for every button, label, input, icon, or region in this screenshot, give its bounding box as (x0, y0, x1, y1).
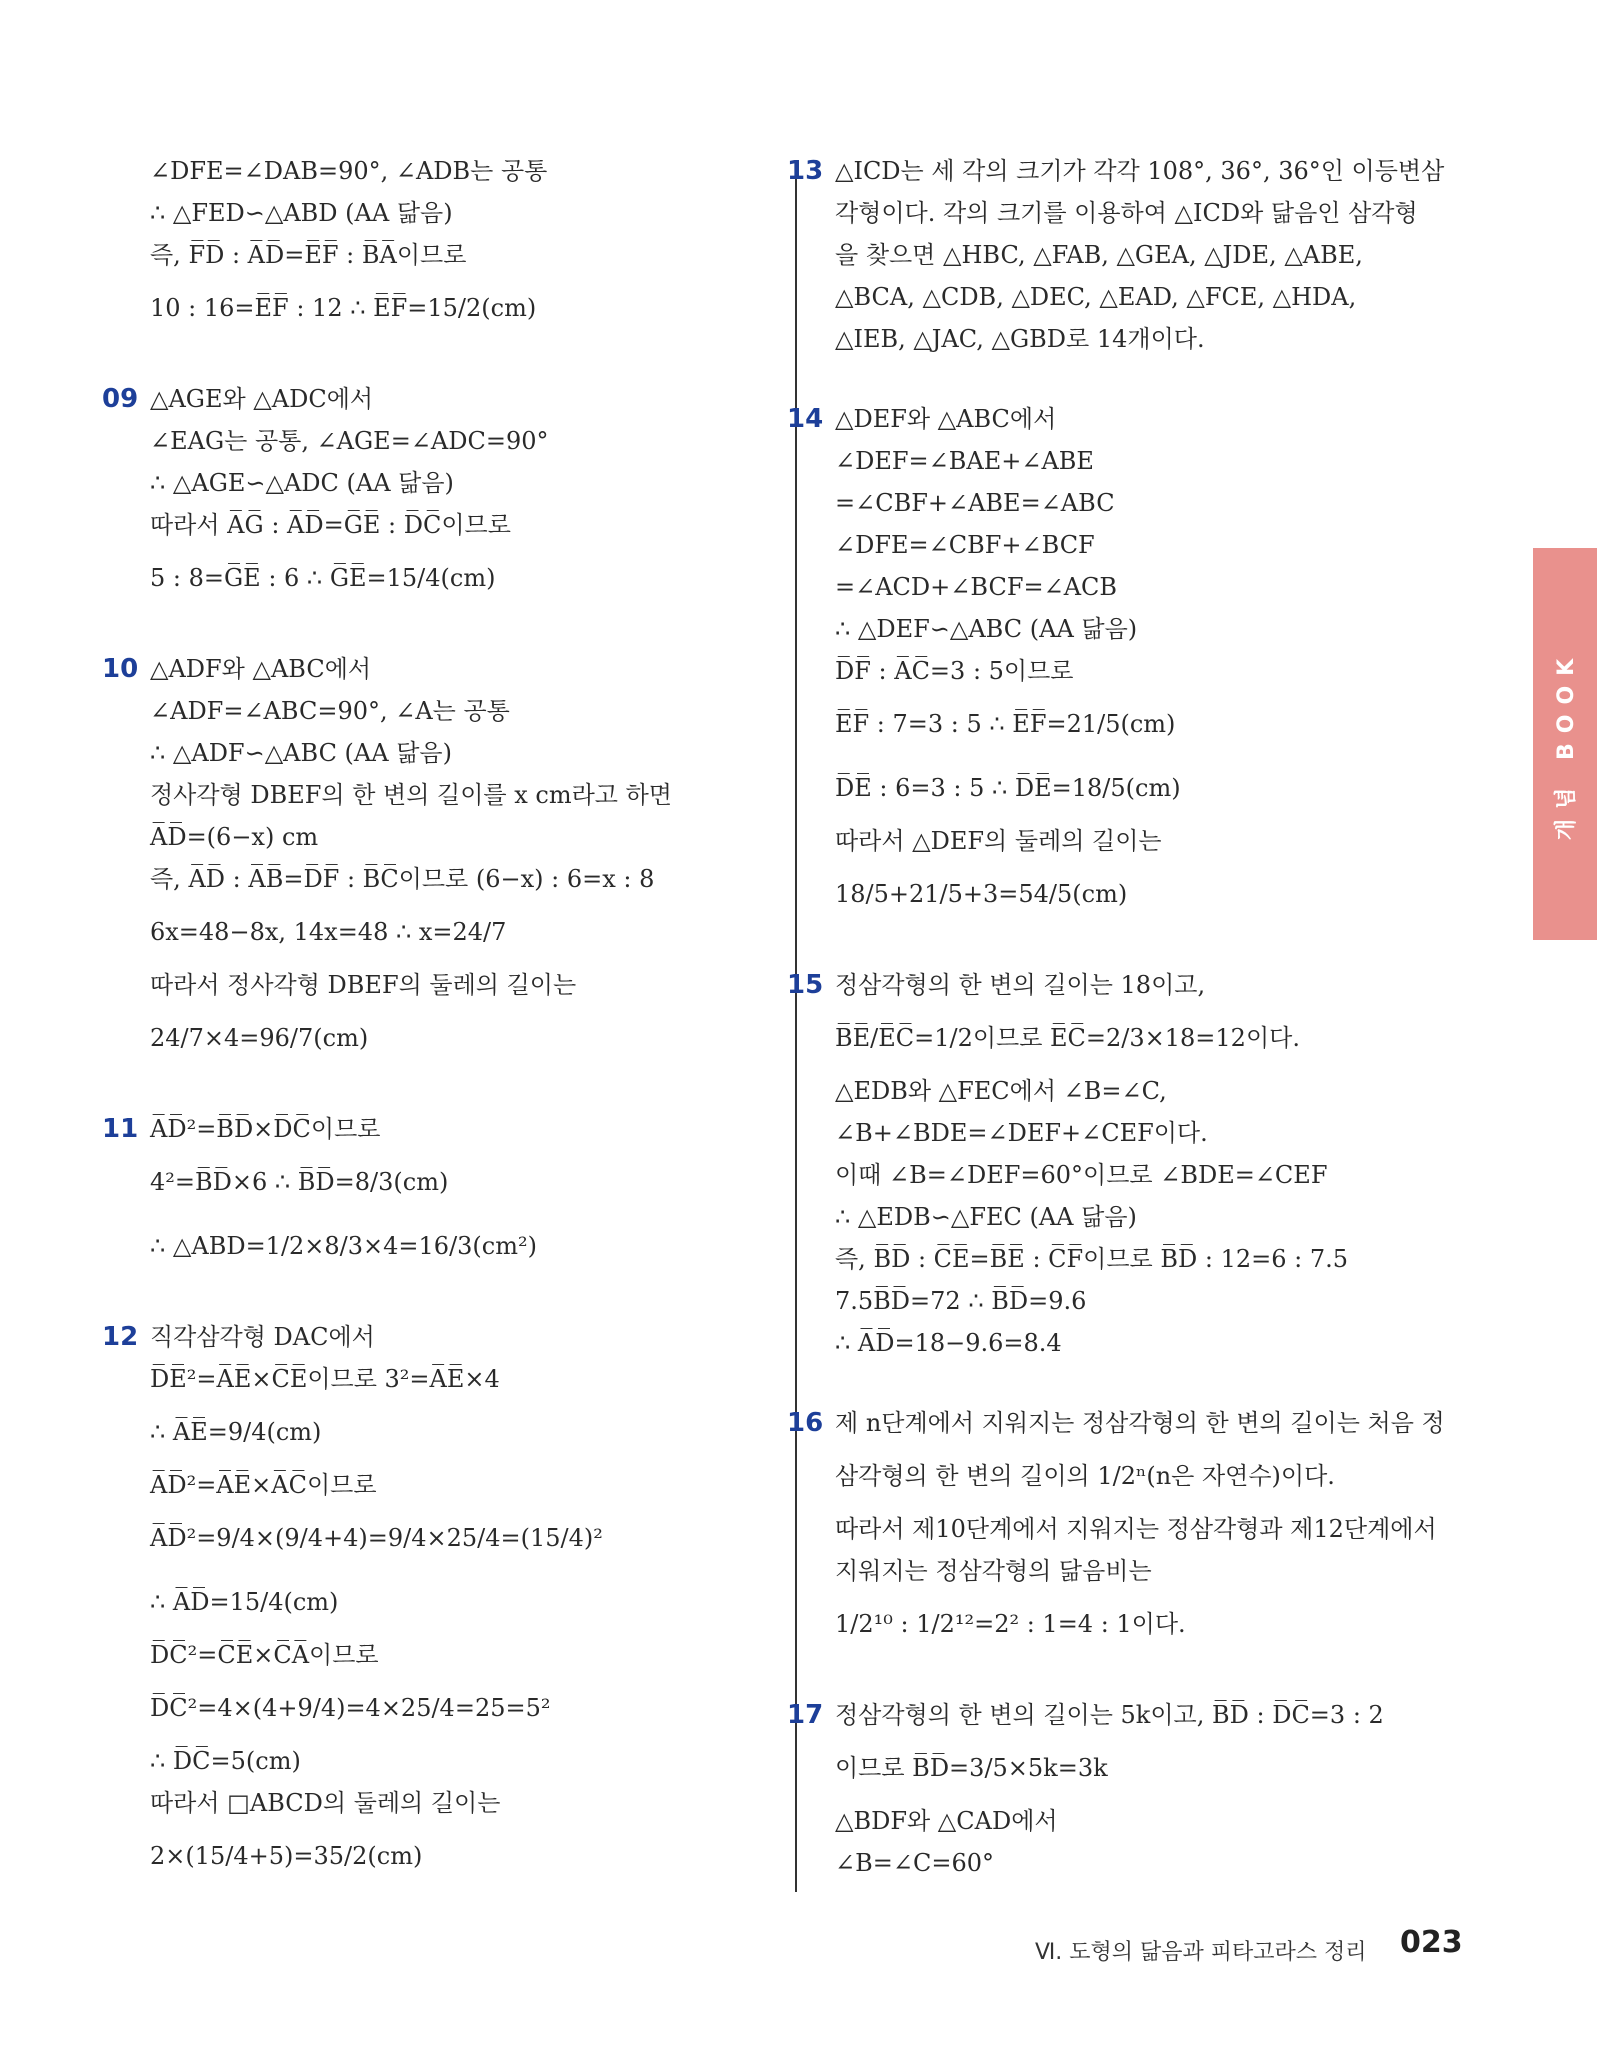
p14-line: ∠DFE=∠CBF+∠BCF (835, 531, 1095, 559)
p16-line: 지워지는 정삼각형의 닮음비는 (835, 1557, 1152, 1585)
problem-10 (102, 648, 790, 1070)
p10-line: △ADF와 △ABC에서 (150, 655, 372, 683)
p14-line: =∠CBF+∠ABE=∠ABC (835, 489, 1115, 517)
problem-number: 11 (102, 1114, 139, 1144)
p10-line: 24/7×4=96/7(cm) (150, 1024, 369, 1052)
p14-line: D̅E̅ : 6=3 : 5 ∴ D̅E̅=18/5(cm) (835, 774, 1181, 802)
problem-11 (102, 1108, 790, 1278)
p12-line: ∴ A̅E̅=9/4(cm) (150, 1418, 322, 1446)
p10-line: 즉, A̅D̅ : A̅B̅=D̅F̅ : B̅C̅이므로 (6−x) : 6=x : 8 (150, 865, 655, 893)
side-tab (1533, 548, 1597, 940)
p12-line: ∴ A̅D̅=15/4(cm) (150, 1588, 339, 1616)
problem-15 (787, 964, 1455, 1364)
p11-line: 4²=B̅D̅×6 ∴ B̅D̅=8/3(cm) (150, 1168, 449, 1196)
footer-chapter: Ⅵ. 도형의 닮음과 피타고라스 정리 (1035, 1940, 1367, 1965)
problem-12 (102, 1316, 790, 1888)
p10-line: ∠ADF=∠ABC=90°, ∠A는 공통 (150, 697, 510, 725)
p11-line: ∴ △ABD=1/2×8/3×4=16/3(cm²) (150, 1232, 537, 1260)
left-column (102, 150, 790, 1888)
p15-line: ∠B+∠BDE=∠DEF+∠CEF이다. (835, 1119, 1208, 1147)
p15-line: ∴ △EDB∽△FEC (AA 닮음) (835, 1203, 1137, 1231)
p09-line: ∴ △AGE∽△ADC (AA 닮음) (150, 469, 454, 497)
p16-line: 삼각형의 한 변의 길이의 1/2ⁿ(n은 자연수)이다. (835, 1462, 1335, 1490)
p17-line: ∠B=∠C=60° (835, 1849, 994, 1877)
p15-line: 7.5B̅D̅=72 ∴ B̅D̅=9.6 (835, 1287, 1087, 1315)
p16-line: 따라서 제10단계에서 지워지는 정삼각형과 제12단계에서 (835, 1515, 1437, 1543)
p08-line: ∠DFE=∠DAB=90°, ∠ADB는 공통 (150, 157, 548, 185)
p14-line: ∴ △DEF∽△ABC (AA 닮음) (835, 615, 1138, 643)
p14-line: 18/5+21/5+3=54/5(cm) (835, 880, 1128, 908)
p12-line: 따라서 □ABCD의 둘레의 길이는 (150, 1789, 501, 1817)
problem-number: 15 (787, 970, 824, 1000)
p14-line: ∠DEF=∠BAE+∠ABE (835, 447, 1094, 475)
p12-line: D̅C̅²=C̅E̅×C̅A̅이므로 (150, 1641, 379, 1669)
p08-line: 즉, F̅D̅ : A̅D̅=E̅F̅ : B̅A̅이므로 (150, 241, 467, 269)
problem-number: 14 (787, 404, 824, 434)
p16-line: 1/2¹⁰ : 1/2¹²=2² : 1=4 : 1이다. (835, 1610, 1186, 1638)
p09-line: 5 : 8=G̅E̅ : 6 ∴ G̅E̅=15/4(cm) (150, 564, 496, 592)
p08-line: ∴ △FED∽△ABD (AA 닮음) (150, 199, 453, 227)
p11-line: A̅D̅²=B̅D̅×D̅C̅이므로 (150, 1115, 381, 1143)
problem-number: 09 (102, 384, 139, 414)
side-tab-label: 개념 BOOK (1554, 648, 1580, 840)
p13-line: 각형이다. 각의 크기를 이용하여 △ICD와 닮음인 삼각형 (835, 199, 1418, 227)
p15-line: 정삼각형의 한 변의 길이는 18이고, (835, 971, 1206, 999)
problem-16 (787, 1402, 1455, 1656)
p15-line: B̅E̅/E̅C̅=1/2이므로 E̅C̅=2/3×18=12이다. (835, 1024, 1300, 1052)
p12-line: ∴ D̅C̅=5(cm) (150, 1747, 301, 1775)
p10-line: 따라서 정사각형 DBEF의 둘레의 길이는 (150, 971, 577, 999)
p10-line: A̅D̅=(6−x) cm (150, 823, 319, 851)
p14-line: △DEF와 △ABC에서 (835, 405, 1057, 433)
problem-number: 12 (102, 1322, 139, 1352)
p12-line: 직각삼각형 DAC에서 (150, 1323, 375, 1351)
p17-line: 정삼각형의 한 변의 길이는 5k이고, B̅D̅ : D̅C̅=3 : 2 (835, 1701, 1384, 1729)
right-column (787, 150, 1455, 1884)
p12-line: A̅D̅²=9/4×(9/4+4)=9/4×25/4=(15/4)² (150, 1524, 603, 1552)
p12-line: D̅E̅²=A̅E̅×C̅E̅이므로 3²=A̅E̅×4 (150, 1365, 500, 1393)
problem-number: 17 (787, 1700, 824, 1730)
p15-line: 즉, B̅D̅ : C̅E̅=B̅E̅ : C̅F̅이므로 B̅D̅ : 12=6 : 7.5 (835, 1245, 1349, 1273)
p12-line: D̅C̅²=4×(4+9/4)=4×25/4=25=5² (150, 1694, 551, 1722)
p10-line: 6x=48−8x, 14x=48 ∴ x=24/7 (150, 918, 507, 946)
problem-13 (787, 150, 1455, 360)
p13-line: △IEB, △JAC, △GBD로 14개이다. (835, 325, 1205, 353)
p12-line: A̅D̅²=A̅E̅×A̅C̅이므로 (150, 1471, 377, 1499)
problem-08-continued (150, 150, 790, 340)
problem-number: 16 (787, 1408, 824, 1438)
p14-line: E̅F̅ : 7=3 : 5 ∴ E̅F̅=21/5(cm) (835, 710, 1176, 738)
p10-line: 정사각형 DBEF의 한 변의 길이를 x cm라고 하면 (150, 781, 672, 809)
p15-line: △EDB와 △FEC에서 ∠B=∠C, (835, 1077, 1167, 1105)
p09-line: ∠EAG는 공통, ∠AGE=∠ADC=90° (150, 427, 549, 455)
p13-line: 을 찾으면 △HBC, △FAB, △GEA, △JDE, △ABE, (835, 241, 1363, 269)
p14-line: =∠ACD+∠BCF=∠ACB (835, 573, 1118, 601)
problem-number: 13 (787, 156, 824, 186)
p08-line: 10 : 16=E̅F̅ : 12 ∴ E̅F̅=15/2(cm) (150, 294, 537, 322)
page-number: 023 (1400, 1925, 1463, 1960)
p16-line: 제 n단계에서 지워지는 정삼각형의 한 변의 길이는 처음 정 (835, 1409, 1445, 1437)
p15-line: ∴ A̅D̅=18−9.6=8.4 (835, 1329, 1062, 1357)
p13-line: △BCA, △CDB, △DEC, △EAD, △FCE, △HDA, (835, 283, 1357, 311)
p10-line: ∴ △ADF∽△ABC (AA 닮음) (150, 739, 452, 767)
problem-09 (102, 378, 790, 610)
p12-line: 2×(15/4+5)=35/2(cm) (150, 1842, 423, 1870)
p17-line: △BDF와 △CAD에서 (835, 1807, 1058, 1835)
p13-line: △ICD는 세 각의 크기가 각각 108°, 36°, 36°인 이등변삼 (835, 157, 1445, 185)
problem-14 (787, 398, 1455, 926)
p17-line: 이므로 B̅D̅=3/5×5k=3k (835, 1754, 1108, 1782)
p14-line: 따라서 △DEF의 둘레의 길이는 (835, 827, 1162, 855)
p14-line: D̅F̅ : A̅C̅=3 : 5이므로 (835, 657, 1074, 685)
p09-line: 따라서 A̅G̅ : A̅D̅=G̅E̅ : D̅C̅이므로 (150, 511, 511, 539)
p09-line: △AGE와 △ADC에서 (150, 385, 374, 413)
problem-17 (787, 1694, 1455, 1884)
problem-number: 10 (102, 654, 139, 684)
p15-line: 이때 ∠B=∠DEF=60°이므로 ∠BDE=∠CEF (835, 1161, 1328, 1189)
